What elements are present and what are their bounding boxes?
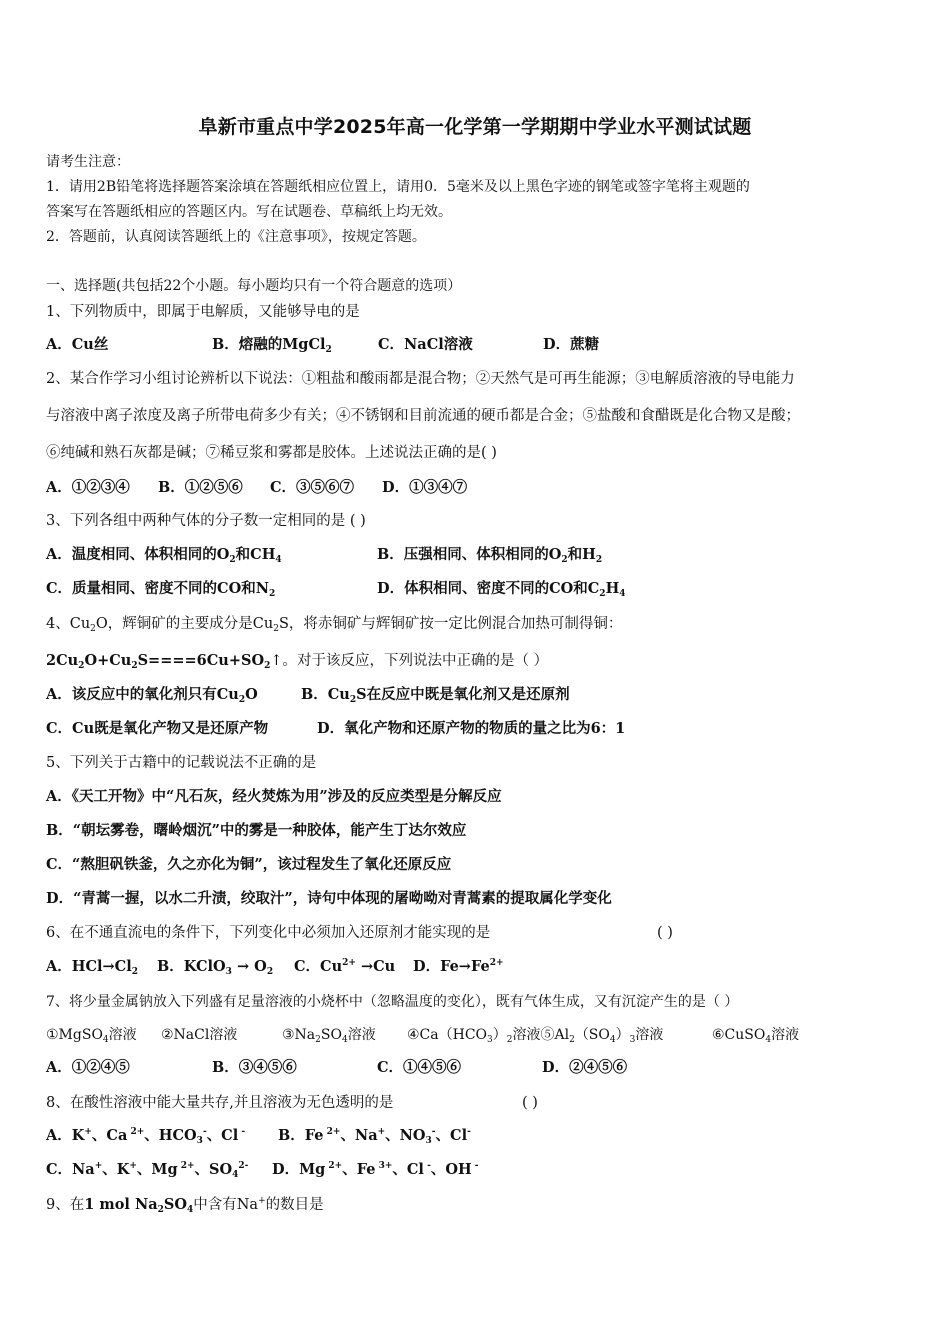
option-b: B．Fe $^{2+}$、Na+、$NO_3^-$、Cl- [278, 1127, 471, 1146]
question-5-option-c: C．“熬胆矾铁釜，久之亦化为铜”，该过程发生了氧化还原反应 [46, 856, 452, 873]
notice-item-2: 2．答题前，认真阅读答题纸上的《注意事项》，按规定答题。 [46, 229, 426, 245]
question-3-options-cd [46, 580, 626, 598]
option-c: C．质量相同、密度不同的CO和$N_2$ [46, 580, 276, 599]
option-d: D．氧化产物和还原产物的物质的量之比为6：1 [317, 720, 626, 737]
question-6-stem: 6、在不通直流电的条件下，下列变化中必须加入还原剂才能实现的是 ( ) [46, 925, 673, 941]
question-8-options-ab [46, 1127, 471, 1145]
question-5-option-b: B．“朝坛雾卷，曙岭烟沉”中的雾是一种胶体，能产生丁达尔效应 [46, 822, 467, 839]
question-8-options-cd [46, 1161, 479, 1179]
notice-item-1: 1．请用2B铅笔将选择题答案涂填在答题纸相应位置上，请用0．5毫米及以上黑色字迹的钢笔或签字笔将主观题的 [46, 179, 750, 195]
option-a: A．Cu丝 [46, 336, 109, 353]
question-1-options [46, 336, 599, 354]
question-1-stem: 1、下列物质中，即属于电解质，又能够导电的是 [46, 304, 360, 320]
option-d: D．体积相同、密度不同的CO和$C_2H_4$ [377, 580, 626, 599]
option-d: D．①③④⑦ [382, 479, 468, 496]
question-2-stem-line2: 与溶液中离子浓度及离子所带电荷多少有关；④不锈钢和目前流通的硬币都是合金；⑤盐酸和食醋既是化合物又是酸； [46, 408, 800, 424]
question-2-stem-line1: 2、某合作学习小组讨论辨析以下说法：①粗盐和酸雨都是混合物；②天然气是可再生能源；③电解质溶液的导电能力 [46, 371, 795, 387]
option-c: C．Na+、K+、Mg $^{2+}$、$SO_4^{2-}$ [46, 1161, 249, 1180]
question-5-option-a: A．《天工开物》中“凡石灰，经火焚炼为用”涉及的反应类型是分解反应 [46, 788, 502, 805]
question-7-stem: 7、将少量金属钠放入下列盛有足量溶液的小烧杯中（忽略温度的变化），既有气体生成，又有沉淀产生的是（ ） [46, 994, 739, 1010]
option-b: B．熔融的MgCl$_2$ [212, 336, 332, 355]
question-7-options [46, 1059, 627, 1077]
option-d: D．$Fe\to Fe^{2+}$ [413, 958, 504, 975]
option-b: B．①②⑤⑥ [158, 479, 243, 496]
notice-heading: 请考生注意： [46, 154, 130, 170]
section-heading: 一、选择题(共包括22个小题。每小题均只有一个符合题意的选项） [46, 278, 462, 294]
option-b: B．KClO$_3$ → $O_2$ [157, 958, 274, 977]
option-d: D．Mg $^{2+}$、Fe $^{3+}$、Cl -、OH - [272, 1161, 479, 1178]
question-6-options [46, 958, 504, 976]
option-a: A．$HCl\to Cl_2$ [46, 958, 138, 977]
page-title: 阜新市重点中学2025年高一化学第一学期期中学业水平测试试题 [198, 116, 752, 138]
question-4-equation: $2Cu_2O+Cu_2S====6Cu+SO_2↑$。对于该反应，下列说法中正确的是（ ） [46, 652, 549, 671]
question-5-option-d: D．“青蒿一握，以水二升渍，绞取汁”，诗句中体现的屠呦呦对青蒿素的提取属化学变化 [46, 890, 612, 907]
question-7-choices: ①MgSO$_4$溶液 ②NaCl溶液 $③Na_2SO_4$溶液 $④Ca(HCO_3)_2$溶液$⑤Al_2(SO_4)_3$溶液 ⑥CuSO$_4$溶液 [46, 1027, 800, 1045]
question-4-options-ab [46, 686, 570, 704]
question-3-stem: 3、下列各组中两种气体的分子数一定相同的是 ( ) [46, 513, 366, 529]
answer-parentheses: ( ) [522, 1095, 538, 1111]
option-c: C．③⑤⑥⑦ [270, 479, 355, 496]
option-b: B．③④⑤⑥ [212, 1059, 297, 1076]
question-4-stem: 4、$Cu_2O$，辉铜矿的主要成分是$Cu_2S$，将赤铜矿与辉铜矿按一定比例混合加热可制得铜： [46, 616, 623, 634]
option-a: A．K+、Ca $^{2+}$、$HCO_3^-$、Cl - [46, 1127, 246, 1146]
option-a: A．①②③④ [46, 479, 130, 496]
option-d: D．蔗糖 [543, 336, 600, 353]
option-c: C．①④⑤⑥ [377, 1059, 462, 1076]
question-3-options-ab [46, 546, 602, 564]
question-2-stem-line3: ⑥纯碱和熟石灰都是碱；⑦稀豆浆和雾都是胶体。上述说法正确的是( ) [46, 445, 497, 461]
option-d: D．②④⑤⑥ [542, 1059, 628, 1076]
question-5-stem: 5、下列关于古籍中的记载说法不正确的是 [46, 755, 317, 771]
option-c: C．NaCl溶液 [378, 336, 473, 353]
question-8-stem: 8、在酸性溶液中能大量共存,并且溶液为无色透明的是 ( ) [46, 1095, 538, 1111]
answer-parentheses: ( ) [657, 925, 673, 941]
option-c: C．Cu既是氧化产物又是还原产物 [46, 720, 269, 737]
option-b: B．压强相同、体积相同的$O_2$和$H_2$ [377, 546, 603, 565]
option-b: B．$Cu_2S$在反应中既是氧化剂又是还原剂 [301, 686, 570, 705]
option-a: A．温度相同、体积相同的$O_2$和$CH_4$ [46, 546, 282, 565]
notice-item-1-cont: 答案写在答题纸相应的答题区内。写在试题卷、草稿纸上均无效。 [46, 204, 452, 220]
option-a: A．该反应中的氧化剂只有$Cu_2O$ [46, 686, 258, 705]
question-4-options-cd [46, 720, 625, 738]
option-a: A．①②④⑤ [46, 1059, 130, 1076]
question-9-stem: 9、在1 mol $Na_2SO_4$中含有Na+的数目是 [46, 1196, 324, 1215]
option-c: C．$Cu^{2+} \to Cu$ [294, 958, 396, 975]
question-2-options [46, 479, 467, 497]
